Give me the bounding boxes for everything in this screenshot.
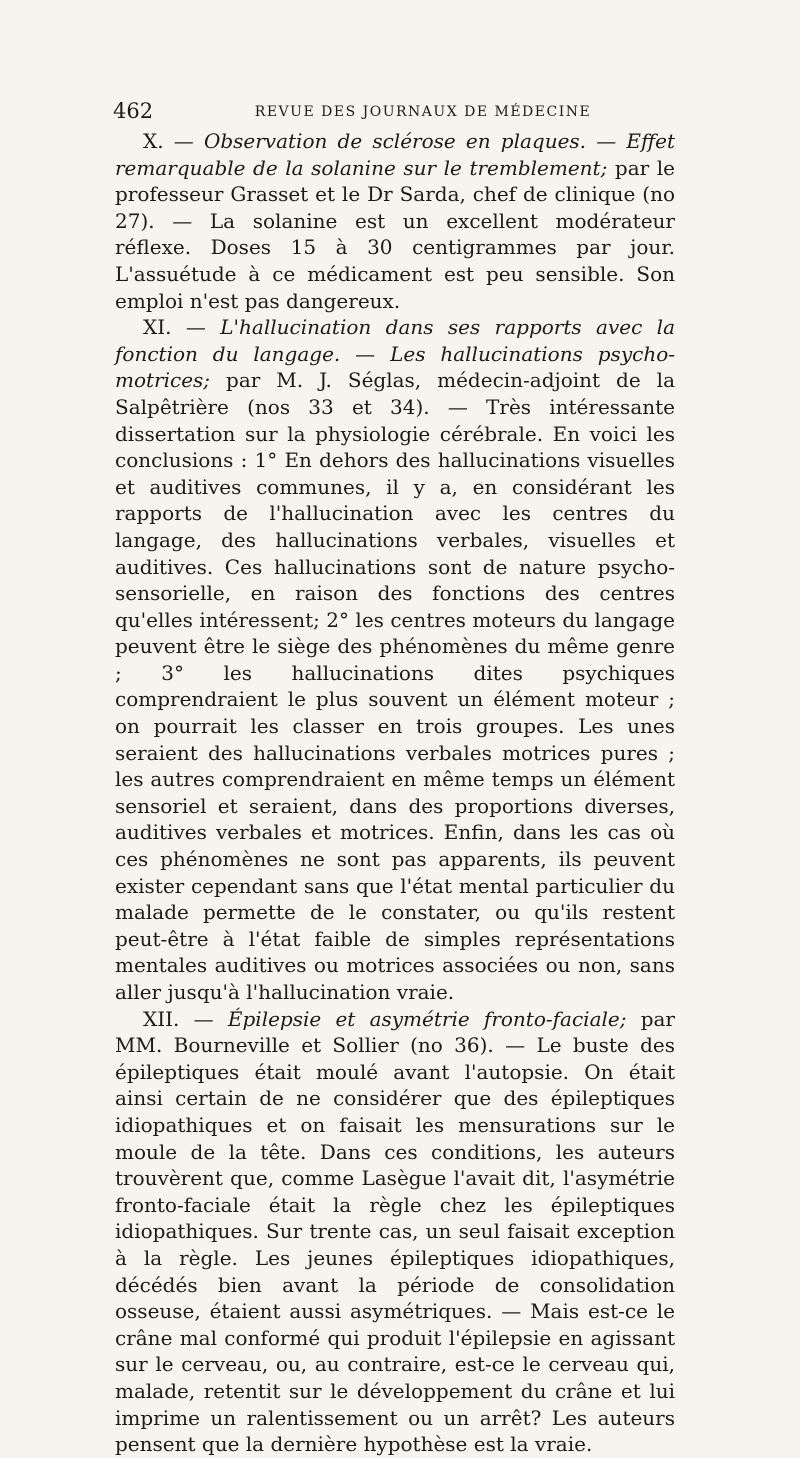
page-header	[113, 97, 673, 125]
article-x	[115, 128, 675, 314]
running-title: REVUE DES JOURNAUX DE MÉDECINE	[254, 104, 592, 120]
article-subtitle: Les hallucinations psycho-motrices;	[115, 341, 675, 393]
dash: —	[340, 341, 391, 366]
page-number: 462	[113, 99, 154, 123]
dash: —	[586, 129, 627, 153]
article-title: Observation de sclérose en plaques.	[203, 129, 587, 153]
article-text: par le professeur Grasset et le Dr Sarda, chef de clinique (no 27). — La solanine est un excellent modérateur réflexe. Doses 15 à 30 centigrammes par jour. L'assuétude à ce médicament est peu sensible. Son emploi n'est pas dangereux.	[115, 155, 675, 313]
article-title: Épilepsie et asymétrie fronto-faciale;	[227, 1006, 627, 1031]
article-xii	[115, 1006, 675, 1458]
article-text: par M. J. Séglas, médecin-adjoint de la Salpêtrière (nos 33 et 34). — Très intéressante dissertation sur la physiologie cérébrale. En voici les conclusions : 1° En dehors des hallucinations visuelles et auditives communes, il y a, en considérant les rapports de l'hallucination avec les centres du langage, des hallucinations verbales, visuelles et auditives. Ces hallucinations sont de nature psycho-sensorielle, en raison des fonctions des centres qu'elles intéressent; 2° les centres moteurs du langage peuvent être le siège des phénomènes du même genre ; 3° les hallucinations dites psychiques comprendraient le plus souvent un élément moteur ; on pourrait les classer en trois groupes. Les unes seraient des hallucinations verbales motrices pures ; les autres comprendraient en même temps un élément sensoriel et seraient, dans des proportions diverses, auditives verbales et motrices. Enfin, dans les cas où ces phénomènes ne sont pas apparents, ils peuvent exister cependant sans que l'état mental particulier du malade permette de le constater, ou qu'ils restent peut-être à l'état faible de simples représentations mentales auditives ou motrices associées ou non, sans aller jusqu'à l'hallucination vraie.	[115, 368, 675, 1004]
article-numeral: X.	[143, 129, 164, 153]
article-body	[115, 128, 675, 1458]
dash: —	[171, 315, 221, 340]
article-title: L'hallucination dans ses rapports avec la fonction du langage.	[115, 315, 675, 366]
article-numeral: XII.	[143, 1006, 180, 1031]
dash: —	[163, 129, 204, 153]
article-xi	[115, 314, 675, 1005]
dash: —	[179, 1006, 228, 1031]
article-text: par MM. Bourneville et Sollier (no 36). — Le buste des épileptiques était moulé avant l'autopsie. On était ainsi certain de ne considérer que des épileptiques idiopathiques et on faisait les mensurations sur le moule de la tête. Dans ces conditions, les auteurs trouvèrent que, comme Lasègue l'avait dit, l'asymétrie fronto-faciale était la règle chez les épileptiques idiopathiques. Sur trente cas, un seul faisait exception à la règle. Les jeunes épileptiques idiopathiques, décédés bien avant la période de consolidation osseuse, étaient aussi asymétriques. — Mais est-ce le crâne mal conformé qui produit l'épilepsie en agissant sur le cerveau, ou, au contraire, est-ce le cerveau qui, malade, retentit sur le développement du crâne et lui imprime un ralentissement ou un arrêt? Les auteurs pensent que la dernière hypothèse est la vraie.	[115, 1006, 675, 1457]
article-subtitle: Effet remarquable de la solanine sur le tremblement;	[115, 129, 676, 180]
article-numeral: XI.	[143, 315, 172, 340]
